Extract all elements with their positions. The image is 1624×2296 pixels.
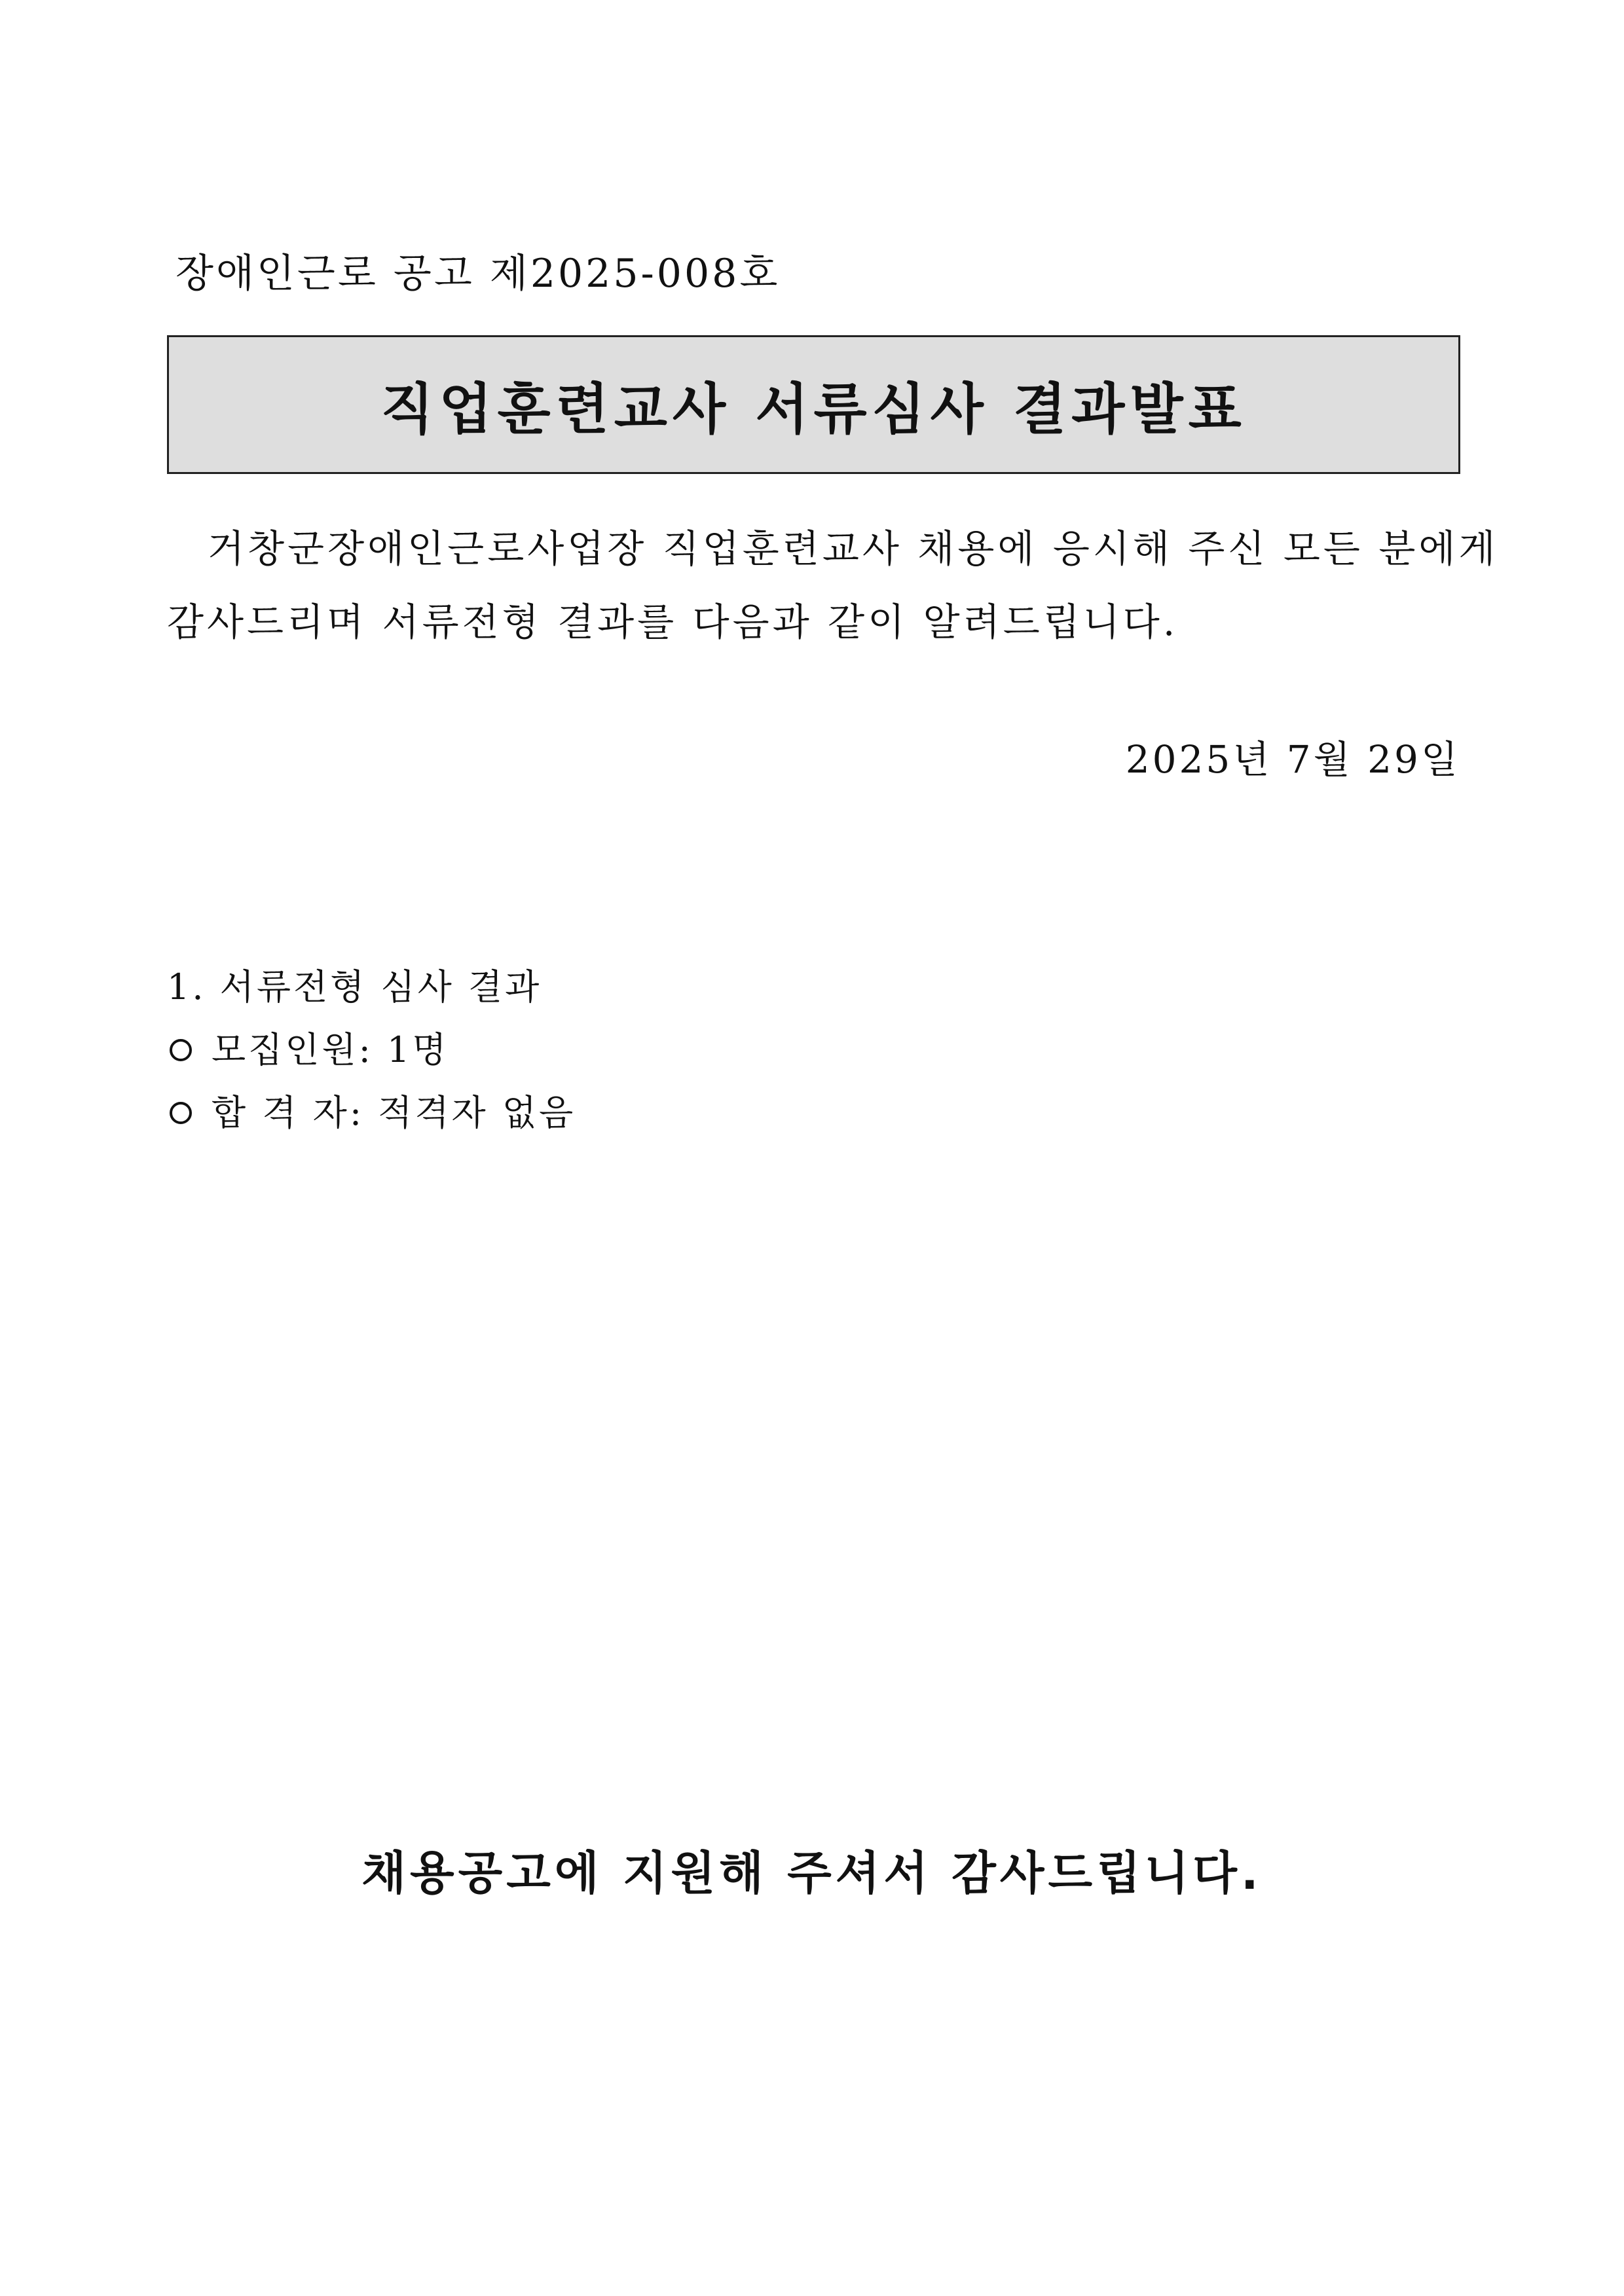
document-title: 직업훈련교사 서류심사 결과발표 bbox=[380, 376, 1247, 441]
title-box bbox=[167, 335, 1460, 474]
section-heading: 1. 서류전형 심사 결과 bbox=[167, 966, 542, 1008]
recruitment-count: 모집인원: 1명 bbox=[212, 1029, 449, 1070]
notice-number: 장애인근로 공고 제2025-008호 bbox=[175, 251, 781, 297]
intro-line: 감사드리며 서류전형 결과를 다음과 같이 알려드립니다. bbox=[167, 600, 1179, 644]
closing-message: 채용공고에 지원해 주셔서 감사드립니다. bbox=[361, 1846, 1263, 1900]
intro-line: 거창군장애인근로사업장 직업훈련교사 채용에 응시해 주신 모든 분에게 bbox=[208, 526, 1499, 571]
list-item bbox=[167, 1082, 576, 1144]
successful-applicants: 합 격 자: 적격자 없음 bbox=[212, 1092, 576, 1133]
result-section bbox=[167, 956, 576, 1144]
circle-bullet-icon bbox=[170, 1039, 192, 1061]
announcement-date: 2025년 7월 29일 bbox=[1125, 737, 1460, 782]
intro-paragraph bbox=[167, 512, 1499, 659]
list-item bbox=[167, 1019, 576, 1082]
circle-bullet-icon bbox=[170, 1102, 192, 1124]
